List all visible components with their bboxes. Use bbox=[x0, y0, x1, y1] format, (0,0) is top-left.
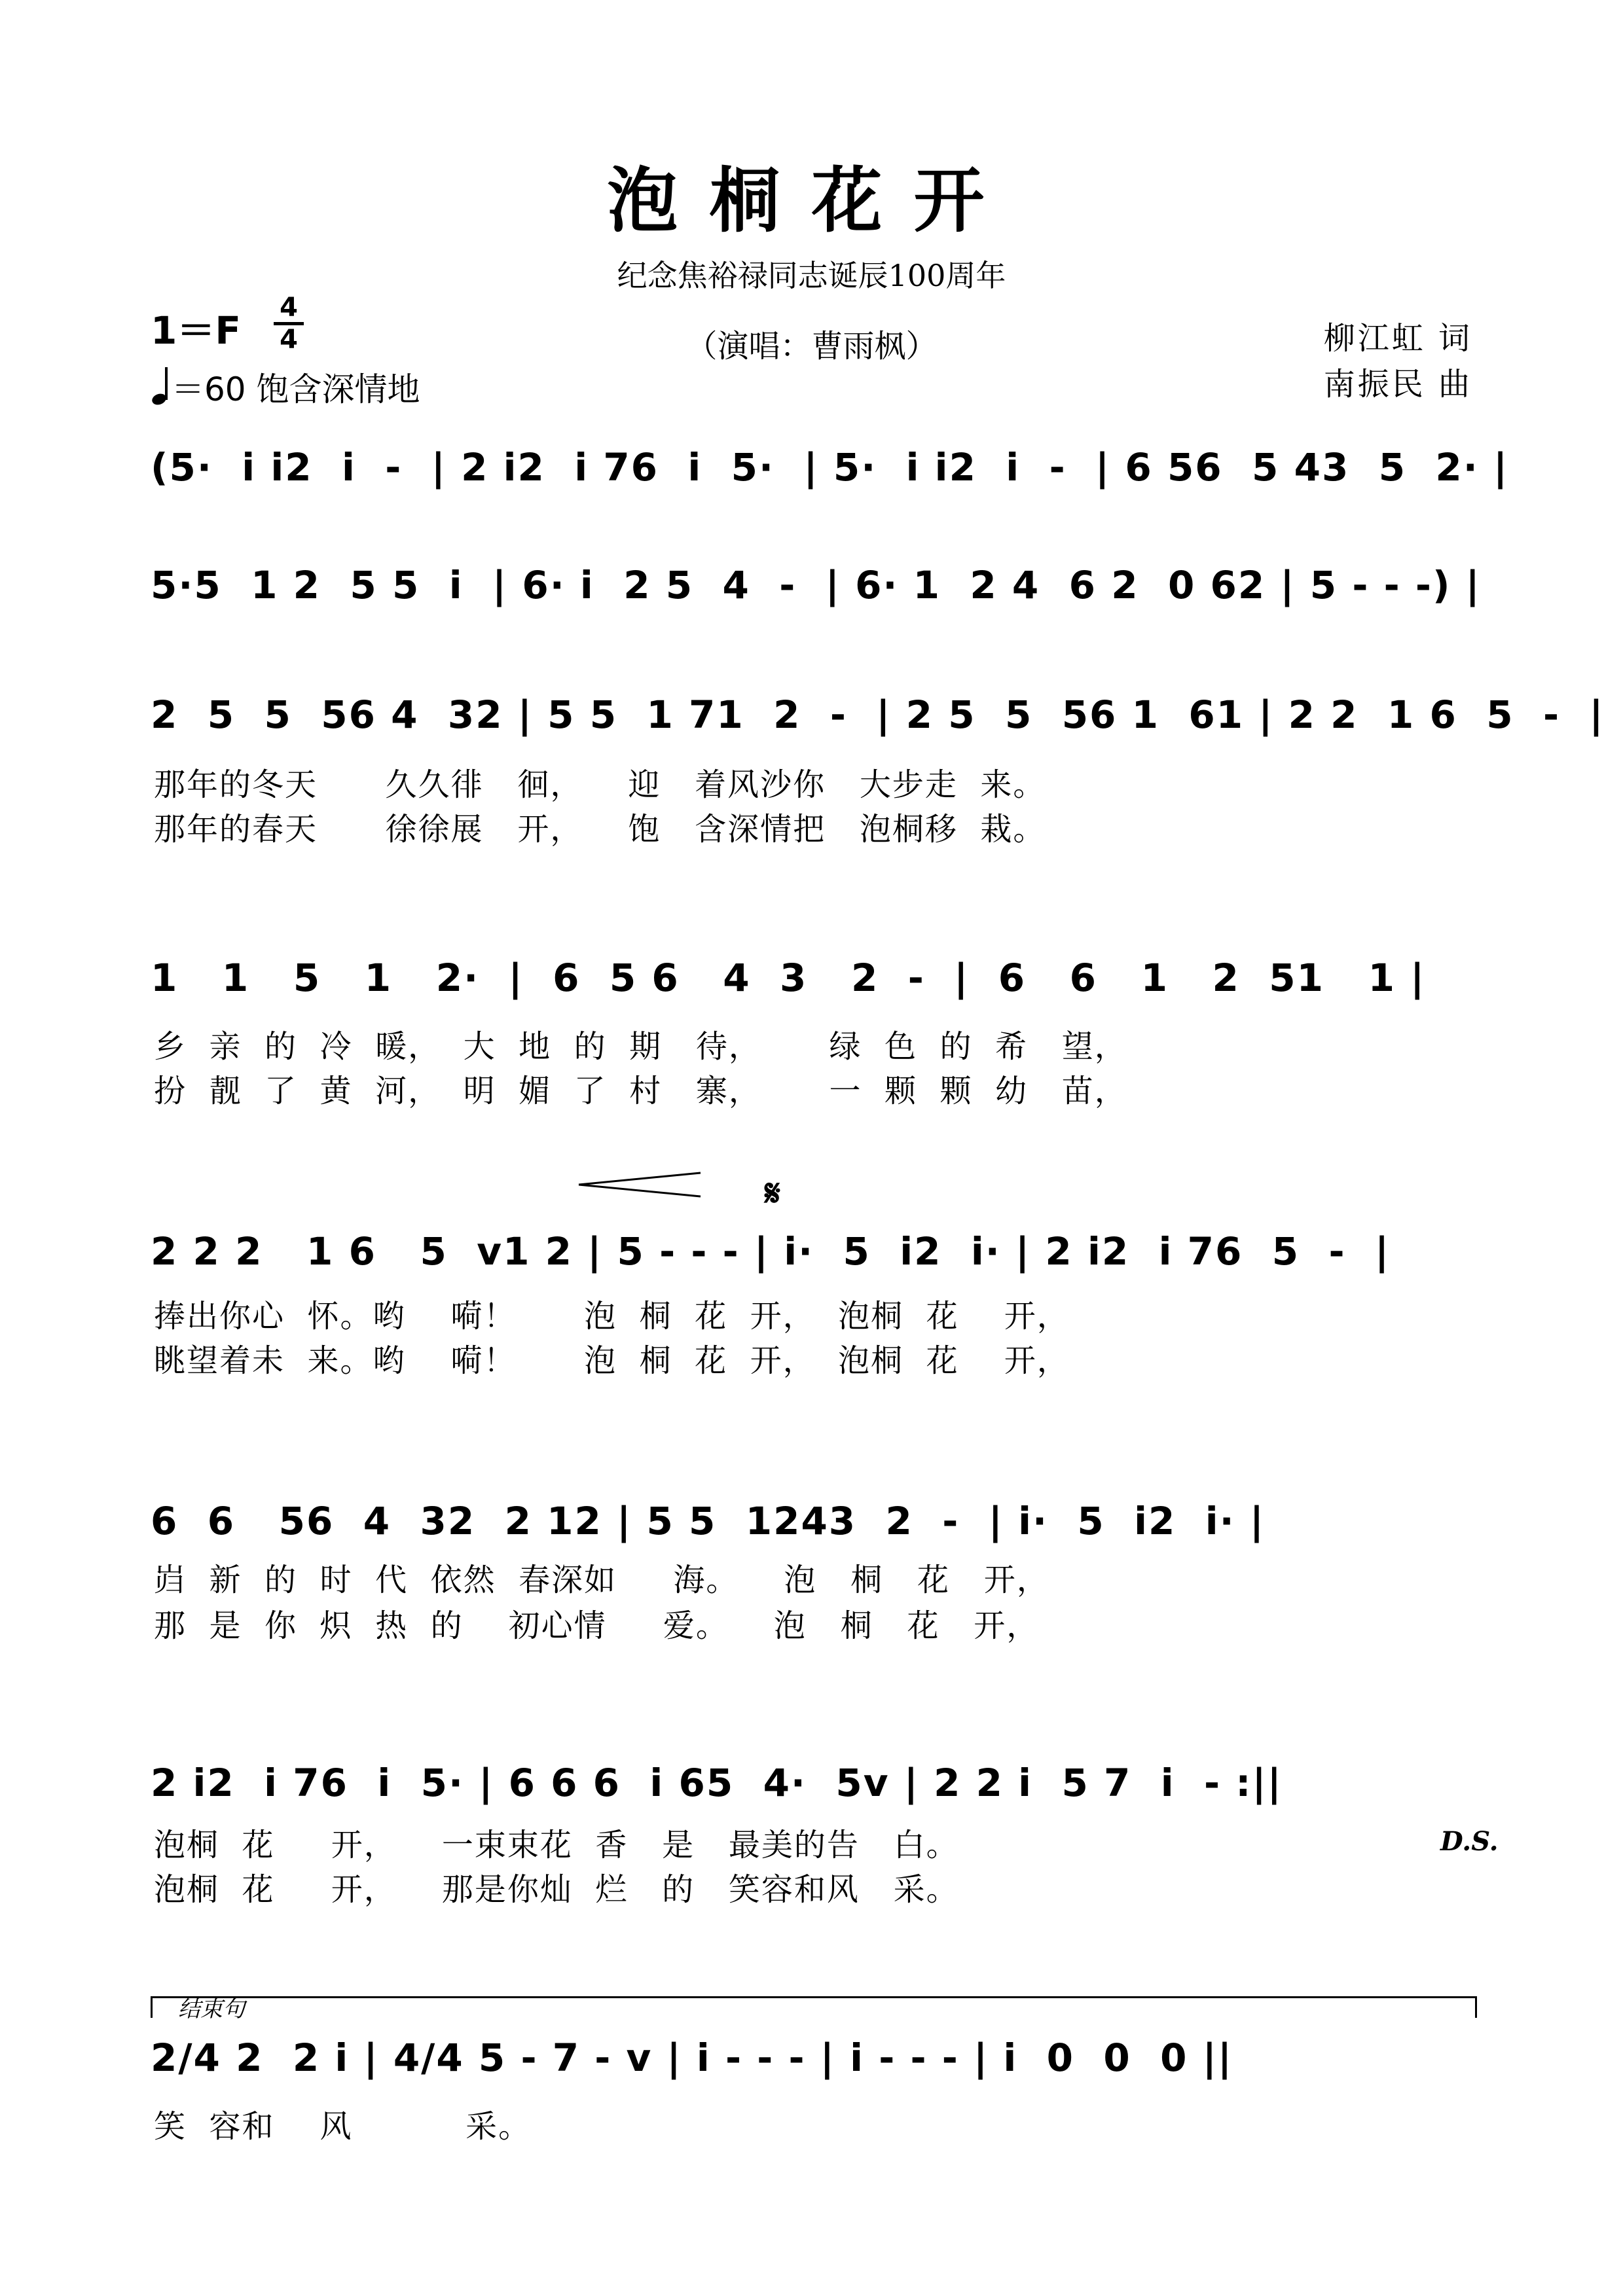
tempo-marking bbox=[152, 363, 420, 410]
segno-sign: 𝄋 bbox=[765, 1172, 781, 1215]
time-signature-top: 4 bbox=[280, 293, 298, 323]
crescendo-hairpin bbox=[576, 1172, 707, 1198]
page-title: 泡桐花开 bbox=[607, 160, 1016, 242]
subtitle: 纪念焦裕禄同志诞辰100周年 bbox=[617, 258, 1006, 293]
lyric-line-3-verse-1: 那年的冬天 久久徘 徊， 迎 着风沙你 大步走 来。 bbox=[154, 766, 1046, 803]
lyric-line-6-verse-2: 那 是 你 炽 热 的 初心情 爱。 泡 桐 花 开， bbox=[154, 1607, 1040, 1644]
notation-line-6: 6 6 56 4 32 2 12 | 5 5 1243 2 - | i· 5 i2 i· | bbox=[151, 1499, 1266, 1543]
ending-label: 结束句 bbox=[178, 1996, 245, 2022]
lyric-line-7-verse-1: 泡桐 花 开， 一束束花 香 是 最美的告 白。 bbox=[154, 1827, 959, 1863]
dal-segno-marking: D.S. bbox=[1440, 1826, 1499, 1857]
notation-line-5: 2 2 2 1 6 5 v1 2 | 5 - - - | i· 5 i2 i· | 2 i2 i 76 5 - | bbox=[151, 1229, 1391, 1274]
time-signature bbox=[274, 295, 304, 353]
notation-line-2: 5·5 1 2 5 5 i | 6· i 2 5 4 - | 6· 1 2 4 6 2 0 62 | 5 - - -) | bbox=[151, 563, 1481, 607]
lyric-line-7-verse-2: 泡桐 花 开， 那是你灿 烂 的 笑容和风 采。 bbox=[154, 1871, 959, 1908]
ending-bracket bbox=[151, 1996, 1477, 2018]
notation-line-7: 2 i2 i 76 i 5· | 6 6 6 i 65 4· 5v | 2 2 i 5 7 i - :|| bbox=[151, 1761, 1283, 1805]
singer-credit: （演唱：曹雨枫） bbox=[685, 328, 938, 365]
notation-line-4: 1 1 5 1 2· | 6 5 6 4 3 2 - | 6 6 1 2 51 1 | bbox=[151, 956, 1426, 1000]
lyricist-credit: 柳江虹 词 bbox=[1323, 320, 1472, 357]
tempo-text: ＝60 饱含深情地 bbox=[172, 370, 420, 408]
time-signature-bottom: 4 bbox=[280, 325, 298, 355]
notation-line-1: (5· i i2 i - | 2 i2 i 76 i 5· | 5· i i2 i - | 6 56 5 43 5 2· | bbox=[151, 445, 1509, 490]
notation-line-3: 2 5 5 56 4 32 | 5 5 1 71 2 - | 2 5 5 56 1 61 | 2 2 1 6 5 - | bbox=[151, 692, 1605, 737]
composer-credit: 南振民 曲 bbox=[1323, 366, 1472, 403]
lyric-line-4-verse-2: 扮 靓 了 黄 河， 明 媚 了 村 寨， 一 颗 颗 幼 苗， bbox=[154, 1073, 1127, 1109]
lyric-line-4-verse-1: 乡 亲 的 冷 暖， 大 地 的 期 待， 绿 色 的 希 望， bbox=[154, 1028, 1127, 1065]
lyric-line-3-verse-2: 那年的春天 徐徐展 开， 饱 含深情把 泡桐移 栽。 bbox=[154, 811, 1046, 848]
notation-line-8: 2/4 2 2 i | 4/4 5 - 7 - v | i - - - | i - - - | i 0 0 0 || bbox=[151, 2036, 1233, 2080]
key-signature: 1＝F bbox=[151, 308, 241, 353]
lyric-line-5-verse-1: 捧出你心 怀。哟 嗬！ 泡 桐 花 开， 泡桐 花 开， bbox=[154, 1298, 1070, 1335]
quarter-note-icon bbox=[152, 368, 168, 404]
lyric-line-8: 笑 容和 风 采。 bbox=[154, 2108, 532, 2145]
lyric-line-5-verse-2: 眺望着未 来。哟 嗬！ 泡 桐 花 开， 泡桐 花 开， bbox=[154, 1342, 1070, 1379]
lyric-line-6-verse-1: 岿 新 的 时 代 依然 春深如 海。 泡 桐 花 开， bbox=[154, 1562, 1049, 1598]
